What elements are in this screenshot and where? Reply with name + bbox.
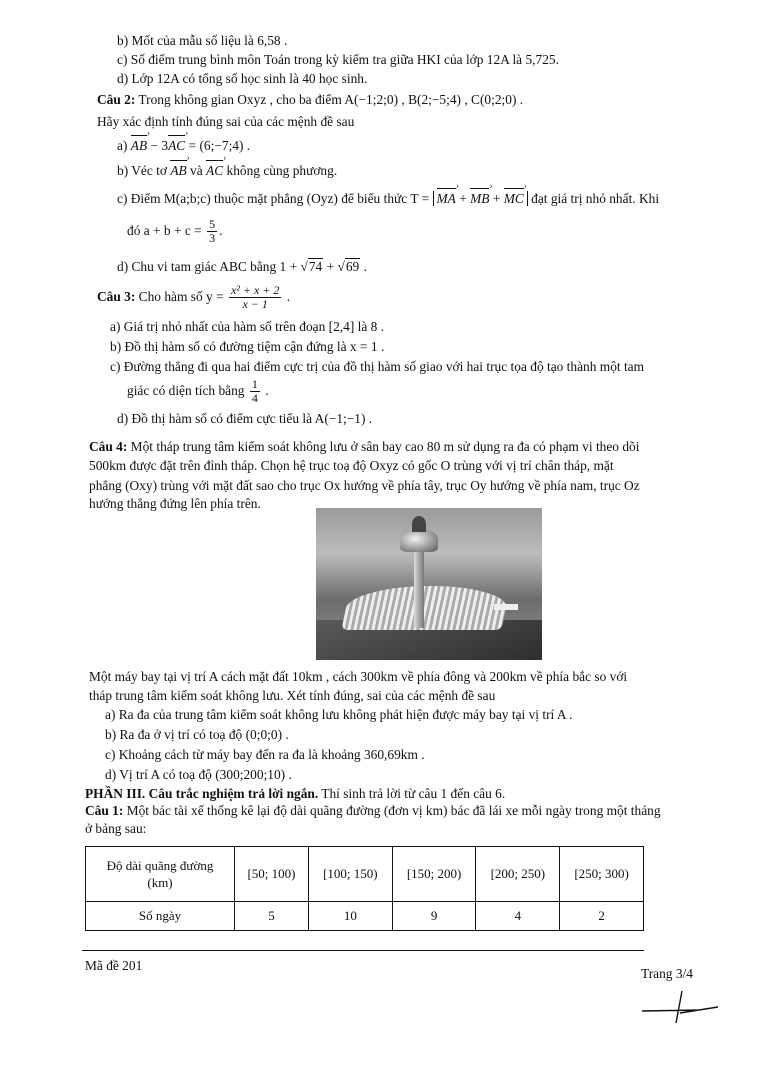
vector-ac: AC › bbox=[206, 162, 223, 180]
part-3-title: PHẦN III. Câu trắc nghiệm trả lời ngắn. bbox=[85, 786, 319, 801]
fraction-denominator: 3 bbox=[209, 231, 216, 246]
q2b-mid: và bbox=[186, 163, 207, 178]
fraction-5-3 bbox=[207, 218, 217, 245]
q2a-prefix: a) bbox=[117, 138, 131, 153]
fraction-numerator: 5 bbox=[209, 217, 216, 231]
distance-frequency-table bbox=[85, 846, 644, 931]
q2-item-c bbox=[117, 190, 659, 208]
q4-item-a: a) Ra đa của trung tâm kiểm soát không lưu không phát hiện được máy bay tại vị trí A . bbox=[105, 707, 573, 722]
q4-label: Câu 4: bbox=[89, 439, 128, 454]
q3-item-c-cont bbox=[127, 378, 269, 405]
q2c-prefix: c) Điểm M(a;b;c) thuộc mặt phẳng (Oyz) để biểu thức T = bbox=[117, 191, 433, 206]
exam-code: Mã đề 201 bbox=[85, 958, 143, 973]
q2c2-prefix: đó a + b + c = bbox=[127, 222, 206, 238]
fraction-denominator: 4 bbox=[251, 391, 258, 406]
table-count-row bbox=[86, 902, 644, 931]
fraction-1-4 bbox=[250, 378, 260, 405]
vector-ab: AB › bbox=[170, 162, 186, 180]
q2-item-d bbox=[117, 258, 367, 276]
fraction-denominator: x − 1 bbox=[242, 297, 268, 312]
q3-item-c: c) Đường thẳng đi qua hai điểm cực trị của đồ thị hàm số giao với hai trục tọa độ tạo thành một tam bbox=[110, 359, 645, 374]
photo-tower-cab bbox=[400, 530, 438, 552]
p3-q1-line-2: ở bảng sau: bbox=[85, 821, 147, 836]
vector-ma: MA › bbox=[437, 190, 456, 208]
count-cell: 10 bbox=[308, 902, 392, 931]
q2-item-b bbox=[117, 162, 337, 180]
q4-item-d: d) Vị trí A có toạ độ (300;200;10) . bbox=[105, 767, 292, 782]
function-fraction bbox=[229, 284, 281, 311]
footer-divider bbox=[82, 950, 644, 951]
fraction-numerator: 1 bbox=[251, 377, 258, 391]
q4-paragraph-1: Một máy bay tại vị trí A cách mặt đất 10km , cách 300km về phía đông và 200km về phía bắc so với bbox=[89, 669, 628, 684]
fraction-numerator: x² + x + 2 bbox=[230, 283, 280, 297]
vector-mb: MB › bbox=[470, 190, 489, 208]
q2c2-post: . bbox=[219, 222, 223, 238]
q2-label: Câu 2: bbox=[97, 92, 136, 107]
q4-item-c: c) Khoảng cách từ máy bay đến ra đa là khoảng 360,69km . bbox=[105, 747, 425, 762]
q2-instruction: Hãy xác định tính đúng sai của các mệnh đề sau bbox=[97, 114, 355, 129]
q2-heading bbox=[97, 91, 523, 109]
count-cell: 2 bbox=[560, 902, 644, 931]
q4-line-2: 500km được đặt trên đỉnh tháp. Chọn hệ trục toạ độ Oxyz có gốc O trùng với vị trí chân tháp, mặt bbox=[89, 458, 614, 473]
q2-text: Trong không gian Oxyz , cho ba điểm A(−1;2;0) , B(2;−5;4) , C(0;2;0) . bbox=[135, 92, 524, 107]
photo-tower-top bbox=[412, 516, 426, 532]
table-header-row bbox=[86, 847, 644, 902]
page-number: Trang 3/4 bbox=[641, 966, 693, 981]
q1-item-b: b) Mốt của mẫu số liệu là 6,58 . bbox=[117, 33, 288, 48]
sqrt-69: 69 bbox=[345, 259, 360, 274]
q3-item-d: d) Đồ thị hàm số có điểm cực tiểu là A(−1;−1) . bbox=[117, 411, 373, 426]
count-cell: 4 bbox=[476, 902, 560, 931]
q3-text: Cho hàm số y = bbox=[135, 288, 227, 304]
q3-label: Câu 3: bbox=[97, 288, 136, 304]
q3-item-a: a) Giá trị nhỏ nhất của hàm số trên đoạn [2,4] là 8 . bbox=[110, 319, 385, 334]
q2b-post: không cùng phương. bbox=[223, 163, 338, 178]
q2-item-a bbox=[117, 137, 250, 155]
q3c2-prefix: giác có diện tích bằng bbox=[127, 382, 248, 398]
photo-plane bbox=[494, 604, 518, 610]
q4-line-3: phẳng (Oxy) trùng với mặt đất sao cho trục Ox hướng về phía tây, trục Oy hướng về phía nam, trục Oz bbox=[89, 478, 640, 493]
vector-ac: AC › bbox=[168, 137, 185, 155]
p3-q1-text: Một bác tài xế thống kê lại độ dài quãng đường (đơn vị km) bác đã lái xe mỗi ngày trong một tháng bbox=[123, 803, 661, 818]
q2d-mid: + √ bbox=[323, 259, 345, 274]
count-cell: 5 bbox=[235, 902, 309, 931]
q4-line-1 bbox=[89, 438, 639, 456]
header-label-line-2: (km) bbox=[147, 875, 173, 890]
q4-item-b: b) Ra đa ở vị trí có toạ độ (0;0;0) . bbox=[105, 727, 289, 742]
vector-mc: MC › bbox=[504, 190, 524, 208]
q3-heading bbox=[97, 284, 290, 311]
table-header-label bbox=[86, 847, 235, 902]
photo-terminal bbox=[341, 586, 510, 630]
q2a-result: = (6;−7;4) . bbox=[185, 138, 251, 153]
q2d-prefix: d) Chu vi tam giác ABC bằng 1 + √ bbox=[117, 259, 308, 274]
photo-tower-shaft bbox=[414, 548, 424, 628]
q1-item-c: c) Số điểm trung bình môn Toán trong kỳ kiểm tra giữa HKI của lớp 12A là 5,725. bbox=[117, 52, 559, 67]
q2-item-c-cont bbox=[127, 218, 222, 245]
q2c-plus-1: + bbox=[455, 191, 471, 206]
header-label-line-1: Độ dài quãng đường bbox=[106, 857, 214, 873]
q2c-plus-2: + bbox=[489, 191, 504, 206]
part-3-heading bbox=[85, 785, 505, 803]
vector-ab: AB › bbox=[131, 137, 147, 155]
q2d-post: . bbox=[360, 259, 367, 274]
interval-cell: [100; 150) bbox=[308, 847, 392, 902]
p3-q1-label: Câu 1: bbox=[85, 803, 124, 818]
q4-line-4: hướng thẳng đứng lên phía trên. bbox=[89, 496, 261, 511]
signature-mark bbox=[640, 985, 720, 1025]
q3c2-post: . bbox=[261, 382, 269, 398]
q4-text-1: Một tháp trung tâm kiểm soát không lưu ở sân bay cao 80 m sử dụng ra đa có phạm vi theo dõi bbox=[127, 439, 640, 454]
interval-cell: [200; 250) bbox=[476, 847, 560, 902]
sqrt-74: 74 bbox=[308, 259, 323, 274]
count-cell: 9 bbox=[392, 902, 476, 931]
q2b-prefix: b) Véc tơ bbox=[117, 163, 171, 178]
interval-cell: [250; 300) bbox=[560, 847, 644, 902]
q2a-mid: − 3 bbox=[147, 138, 169, 153]
table-row-label: Số ngày bbox=[86, 902, 235, 931]
airport-tower-photo bbox=[316, 508, 542, 660]
p3-q1-line-1 bbox=[85, 802, 661, 820]
q2c-post: đạt giá trị nhỏ nhất. Khi bbox=[527, 191, 660, 206]
part-3-instruction: Thí sinh trả lời từ câu 1 đến câu 6. bbox=[318, 786, 506, 801]
interval-cell: [50; 100) bbox=[235, 847, 309, 902]
q3-item-b: b) Đồ thị hàm số có đường tiệm cận đứng là x = 1 . bbox=[110, 339, 385, 354]
interval-cell: [150; 200) bbox=[392, 847, 476, 902]
q1-item-d: d) Lớp 12A có tổng số học sinh là 40 học sinh. bbox=[117, 71, 368, 86]
q3-post: . bbox=[283, 288, 291, 304]
q4-paragraph-2: tháp trung tâm kiểm soát không lưu. Xét tính đúng, sai của các mệnh đề sau bbox=[89, 688, 496, 703]
